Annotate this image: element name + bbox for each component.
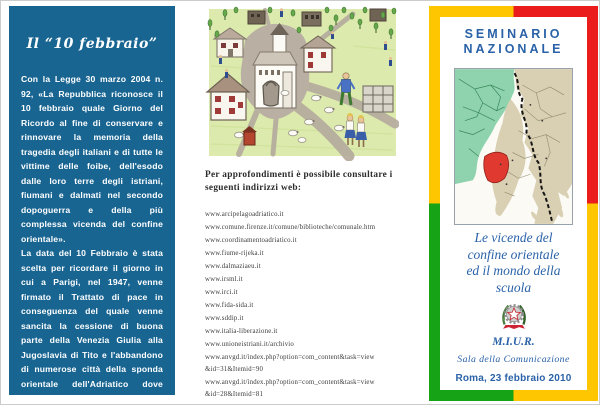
frame-border-top xyxy=(429,6,598,17)
url-item: www.arcipelagoadriatico.it xyxy=(205,210,284,218)
seminar-header-line1: SEMINARIO xyxy=(464,27,563,41)
italy-emblem-svg xyxy=(497,299,531,333)
url-item: www.comune.firenze.it/comune/biblioteche/comunale.htm xyxy=(205,223,376,231)
event-title-line1: Le vicende del xyxy=(474,230,553,245)
url-item: www.irsml.it xyxy=(205,275,243,283)
web-links-heading: Per approfondimenti è possibile consultare i seguenti indirizzi web: xyxy=(205,170,393,194)
venue-name: Sala della Comunicazione xyxy=(457,354,570,365)
url-item: www.coordinamentoadriatico.it xyxy=(205,236,297,244)
village-drawing-illustration xyxy=(203,6,399,161)
seminar-header xyxy=(429,27,598,57)
event-title-line3: ed il mondo della xyxy=(466,263,561,278)
left-panel xyxy=(9,6,175,418)
url-item: www.irci.it xyxy=(205,288,238,296)
url-item: www.dalmaziaeu.it xyxy=(205,262,261,270)
event-title xyxy=(429,230,598,296)
left-panel-title: Il “10 febbraio” xyxy=(26,36,158,52)
event-title-line2: confine orientale xyxy=(467,246,560,262)
frame-border-bottom xyxy=(429,390,598,401)
istria-map-svg xyxy=(454,68,573,225)
event-date-location: Roma, 23 febbraio 2010 xyxy=(455,373,572,384)
url-item: www.anvgd.it/index.php?option=com_content&task=view &id=28&Itemid=81 xyxy=(205,378,375,398)
border-map-image xyxy=(454,68,573,225)
organization-name: M.I.U.R. xyxy=(492,336,535,348)
seminar-header-line2: NAZIONALE xyxy=(463,42,564,56)
url-item: www.fida-sida.it xyxy=(205,301,254,309)
middle-panel-text xyxy=(205,169,407,402)
left-panel-body xyxy=(21,72,163,420)
url-item: www.anvgd.it/index.php?option=com_content&task=view &id=31&Itemid=90 xyxy=(205,353,375,373)
left-paragraph-2: La data del 10 Febbraio è stata scelta per ricordare il giorno in cui a Parigi, nel 1947, venne firmato il Trattato di pace in conseguenza del quale venne sancita la cessione di buona parte della Venezia Giulia alla Jugoslavia di Tito e l'abbandono di numerose città della sponda orientale dell'Adriatico dove l'elemento italiano era percentualmente maggioritario. xyxy=(21,248,163,418)
right-panel xyxy=(429,6,598,401)
url-item: www.unioneistriani.it/archivio xyxy=(205,340,294,348)
url-list xyxy=(205,209,407,401)
url-item: www.sddip.it xyxy=(205,314,244,322)
village-drawing-svg xyxy=(203,6,399,161)
url-item: www.fiume-rijeka.it xyxy=(205,249,264,257)
url-item: www.italia-liberazione.it xyxy=(205,327,278,335)
left-paragraph-1: Con la Legge 30 marzo 2004 n. 92, «La Repubblica riconosce il 10 febbraio quale Giorno del Ricordo al fine di conservare e rinnovare la memoria della tragedia degli italiani e di tutte le vittime delle foibe, dell'esodo dalle loro terre degli istriani, fiumani e dalmati nel secondo dopoguerra e della più complessa vicenda del confine orientale». xyxy=(21,74,163,244)
event-title-line4: scuola xyxy=(495,279,532,295)
italy-emblem-icon xyxy=(429,299,598,338)
